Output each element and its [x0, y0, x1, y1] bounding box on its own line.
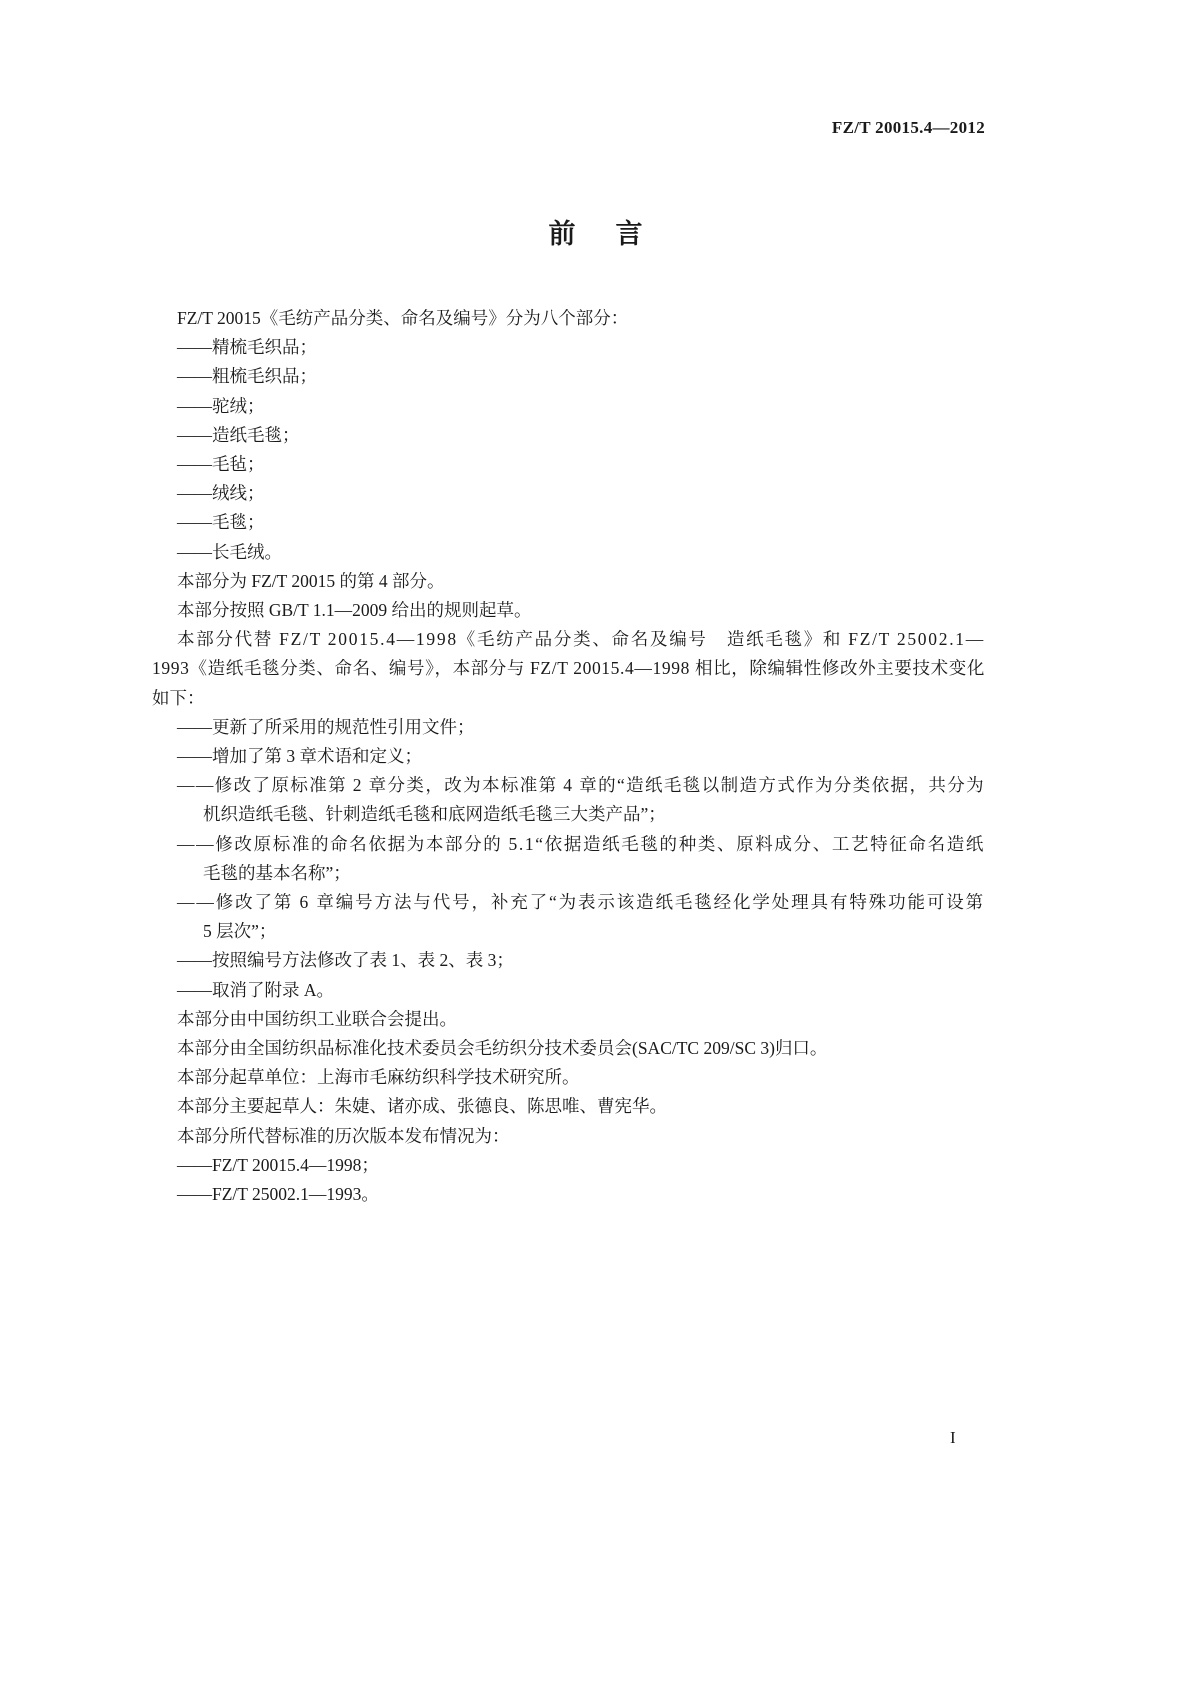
text-line: [152, 830, 985, 859]
text-line: [152, 392, 985, 421]
text-line-content: 本部分所代替标准的历次版本发布情况为：: [177, 1125, 510, 1146]
text-line: [152, 625, 985, 654]
text-line: [152, 976, 985, 1005]
text-line-content: ——粗梳毛织品；: [177, 366, 317, 387]
text-line: [152, 304, 985, 333]
text-line: [152, 538, 985, 567]
text-line: [152, 917, 985, 946]
text-line-content: 如下：: [152, 687, 205, 708]
text-line: [152, 859, 985, 888]
text-line: [152, 888, 985, 917]
text-line-content: 5 层次”；: [203, 921, 277, 942]
text-line-content: 机织造纸毛毯、针刺造纸毛毯和底网造纸毛毯三大类产品”；: [203, 804, 666, 825]
text-line-content: 1993《造纸毛毯分类、命名、编号》，本部分与 FZ/T 20015.4—1998 相比，除编辑性修改外主要技术变化: [152, 658, 985, 679]
text-line: [152, 684, 985, 713]
text-line: [152, 1034, 985, 1063]
text-line-content: ——修改原标准的命名依据为本部分的 5.1“依据造纸毛毯的种类、原料成分、工艺特征命名造纸: [177, 833, 985, 854]
text-line-content: ——修改了第 6 章编号方法与代号，补充了“为表示该造纸毛毯经化学处理具有特殊功能可设第: [177, 892, 985, 913]
standard-code-header: FZ/T 20015.4—2012: [831, 118, 985, 137]
text-line: [152, 1063, 985, 1092]
text-line-content: 本部分为 FZ/T 20015 的第 4 部分。: [177, 570, 445, 591]
text-line: [152, 1005, 985, 1034]
page-number: I: [950, 1428, 956, 1447]
text-line-content: ——驼绒；: [177, 395, 265, 416]
text-line: [152, 567, 985, 596]
text-line-content: ——毛毯；: [177, 512, 265, 533]
page-title: 前言: [548, 219, 683, 249]
text-line: [152, 1180, 985, 1209]
text-line: [152, 362, 985, 391]
text-line-content: ——毛毡；: [177, 454, 265, 475]
text-line: [152, 946, 985, 975]
text-line: [152, 713, 985, 742]
text-line-content: ——增加了第 3 章术语和定义；: [177, 746, 422, 767]
text-line: [152, 654, 985, 683]
text-line: [152, 1122, 985, 1151]
text-line: [152, 800, 985, 829]
text-line: [152, 1092, 985, 1121]
text-line-content: 本部分由全国纺织品标准化技术委员会毛纺织分技术委员会(SAC/TC 209/SC 3)归口。: [177, 1038, 828, 1059]
text-line-content: 本部分起草单位：上海市毛麻纺织科学技术研究所。: [177, 1067, 580, 1088]
text-line-content: ——造纸毛毯；: [177, 424, 300, 445]
text-line-content: ——FZ/T 20015.4—1998；: [177, 1154, 379, 1175]
text-line-content: 毛毯的基本名称”；: [203, 862, 351, 883]
text-line-content: FZ/T 20015《毛纺产品分类、命名及编号》分为八个部分：: [177, 308, 629, 328]
text-line-content: 本部分按照 GB/T 1.1—2009 给出的规则起草。: [177, 600, 532, 621]
text-line: [152, 771, 985, 800]
text-line-content: 本部分代替 FZ/T 20015.4—1998《毛纺产品分类、命名及编号 造纸毛毯》和 FZ/T 25002.1—: [177, 629, 985, 650]
text-line-content: ——绒线；: [177, 483, 265, 504]
text-line-content: ——精梳毛织品；: [177, 337, 317, 358]
text-line-content: ——更新了所采用的规范性引用文件；: [177, 716, 475, 737]
text-line: [152, 742, 985, 771]
text-line: [152, 450, 985, 479]
text-line-content: ——修改了原标准第 2 章分类，改为本标准第 4 章的“造纸毛毯以制造方式作为分类依据，共分为: [177, 775, 985, 796]
text-line: [152, 508, 985, 537]
text-line: [152, 333, 985, 362]
text-line: [152, 479, 985, 508]
text-line-content: ——FZ/T 25002.1—1993。: [177, 1184, 379, 1205]
text-line-content: 本部分由中国纺织工业联合会提出。: [177, 1008, 457, 1029]
text-line-content: ——按照编号方法修改了表 1、表 2、表 3；: [177, 950, 514, 971]
text-line: [152, 1151, 985, 1180]
text-line-content: ——长毛绒。: [177, 541, 282, 562]
document-body: [152, 304, 985, 1209]
text-line: [152, 421, 985, 450]
text-line-content: ——取消了附录 A。: [177, 979, 335, 1000]
text-line-content: 本部分主要起草人：朱婕、诸亦成、张德良、陈思唯、曹宪华。: [177, 1096, 667, 1117]
text-line: [152, 596, 985, 625]
